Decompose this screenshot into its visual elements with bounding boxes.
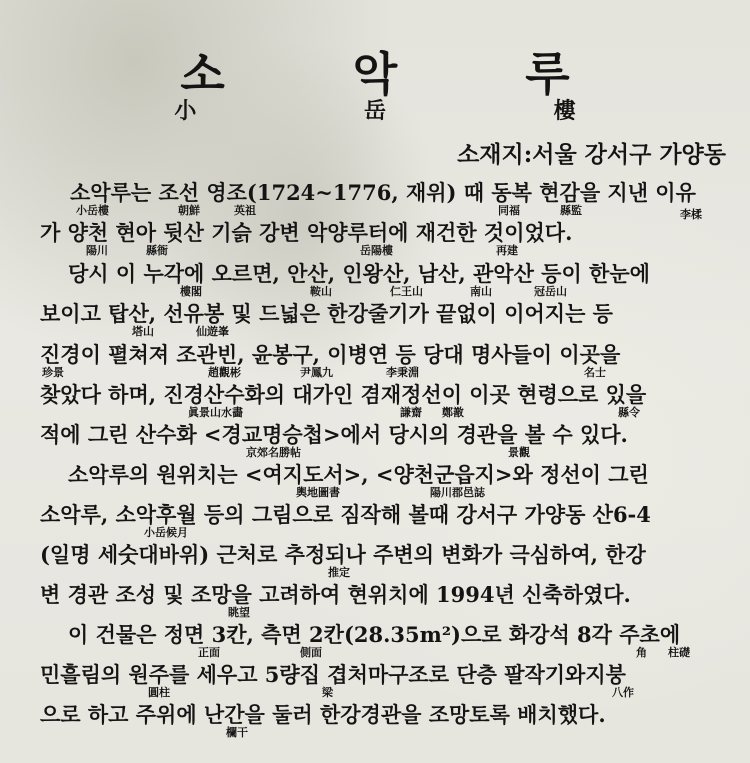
line-text: 진경이 펼쳐져 조관빈, 윤봉구, 이병연 등 당대 명사들이 이곳을	[40, 342, 621, 367]
hanja-annotation: 仁王山	[390, 285, 423, 298]
hanja-annotation: 同福	[498, 204, 520, 217]
hanja-annotation: 角	[636, 646, 647, 659]
text-line	[0, 662, 750, 702]
text-line	[0, 702, 750, 742]
hanja-annotation: 陽川	[86, 244, 108, 257]
hanja-annotation: 李秉淵	[386, 366, 419, 379]
line-text: 소악루는 조선 영조(1724~1776, 재위) 때 동복 현감을 지낸 이유	[70, 180, 696, 205]
text-line	[0, 462, 750, 502]
line-text: 가 양천 현아 뒷산 기슭 강변 악양루터에 재건한 것이었다.	[40, 220, 573, 245]
hanja-annotation: 圓柱	[148, 686, 170, 699]
hanja-annotation: 再建	[496, 244, 518, 257]
text-line	[0, 180, 750, 220]
line-text: 적에 그린 산수화 <경교명승첩>에서 당시의 경관을 볼 수 있다.	[40, 422, 628, 447]
hanja-annotation: 柱礎	[668, 646, 690, 659]
hanja-annotation: 正面	[198, 646, 220, 659]
hanja-annotation: 縣監	[560, 204, 582, 217]
hanja-annotation: 小岳樓	[76, 204, 109, 217]
text-line	[0, 542, 750, 582]
line-text: (일명 세숫대바위) 근처로 추정되나 주변의 변화가 극심하여, 한강	[40, 542, 646, 567]
text-line	[0, 261, 750, 301]
hanja-annotation: 小岳候月	[144, 526, 188, 539]
hanja-annotation: 珍景	[42, 366, 64, 379]
text-line	[0, 301, 750, 341]
text-line	[0, 382, 750, 422]
hanja-annotation: 八作	[612, 686, 634, 699]
hanja-annotation: 樓閣	[180, 285, 202, 298]
line-text: 이 건물은 정면 3칸, 측면 2칸(28.35m²)으로 화강석 8각 주초에	[68, 622, 681, 647]
hanja-annotation: 謙齋	[400, 406, 422, 419]
hanja-annotation: 名士	[584, 366, 606, 379]
hanja-annotation: 縣令	[618, 406, 640, 419]
hanja-annotation: 趙觀彬	[208, 366, 241, 379]
line-text: 찾았다 하며, 진경산수화의 대가인 겸재정선이 이곳 현령으로 있을	[40, 382, 647, 407]
text-line	[0, 342, 750, 382]
hanja-annotation: 岳陽樓	[360, 244, 393, 257]
hanja-annotation: 南山	[470, 285, 492, 298]
text-line	[0, 502, 750, 542]
hanja-annotation: 推定	[328, 566, 350, 579]
hanja-annotation: 李楺	[680, 208, 702, 221]
line-text: 당시 이 누각에 오르면, 안산, 인왕산, 남산, 관악산 등이 한눈에	[68, 261, 650, 286]
line-text: 소악루, 소악후월 등의 그림으로 짐작해 볼때 강서구 가양동 산6-4	[40, 502, 651, 527]
hanja-annotation: 眺望	[228, 606, 250, 619]
hanja-annotation: 側面	[300, 646, 322, 659]
line-text: 소악루의 원위치는 <여지도서>, <양천군읍지>와 정선이 그린	[68, 462, 649, 487]
hanja-annotation: 朝鮮	[178, 204, 200, 217]
line-text: 보이고 탑산, 선유봉 및 드넓은 한강줄기가 끝없이 이어지는 등	[40, 301, 613, 326]
hanja-annotation: 梁	[322, 686, 333, 699]
hanja-annotation: 尹鳳九	[300, 366, 333, 379]
text-line	[0, 622, 750, 662]
hanja-annotation: 鄭敾	[442, 406, 464, 419]
hanja-annotation: 欄干	[226, 726, 248, 739]
line-text: 변 경관 조성 및 조망을 고려하여 현위치에 1994년 신축하였다.	[40, 582, 631, 607]
page-title: 소 악 루	[180, 47, 626, 101]
page-title-hanja: 小 岳 樓	[174, 98, 656, 124]
hanja-annotation: 眞景山水畵	[188, 406, 243, 419]
hanja-annotation: 冠岳山	[534, 285, 567, 298]
hanja-annotation: 塔山	[132, 325, 154, 338]
hanja-annotation: 鞍山	[310, 285, 332, 298]
location-label: 소재지:서울 강서구 가양동	[457, 141, 726, 168]
text-line	[0, 220, 750, 260]
hanja-annotation: 縣衙	[146, 244, 168, 257]
hanja-annotation: 英祖	[234, 204, 256, 217]
hanja-annotation: 景觀	[508, 446, 530, 459]
hanja-annotation: 輿地圖書	[296, 486, 340, 499]
hanja-annotation: 仙遊峯	[196, 325, 229, 338]
line-text: 민흘림의 원주를 세우고 5량집 겹처마구조로 단층 팔작기와지붕	[40, 662, 626, 687]
line-text: 으로 하고 주위에 난간을 둘러 한강경관을 조망토록 배치했다.	[40, 702, 606, 727]
hanja-annotation: 陽川郡邑誌	[430, 486, 485, 499]
hanja-annotation: 京郊名勝帖	[246, 446, 301, 459]
text-line	[0, 582, 750, 622]
text-line	[0, 422, 750, 462]
